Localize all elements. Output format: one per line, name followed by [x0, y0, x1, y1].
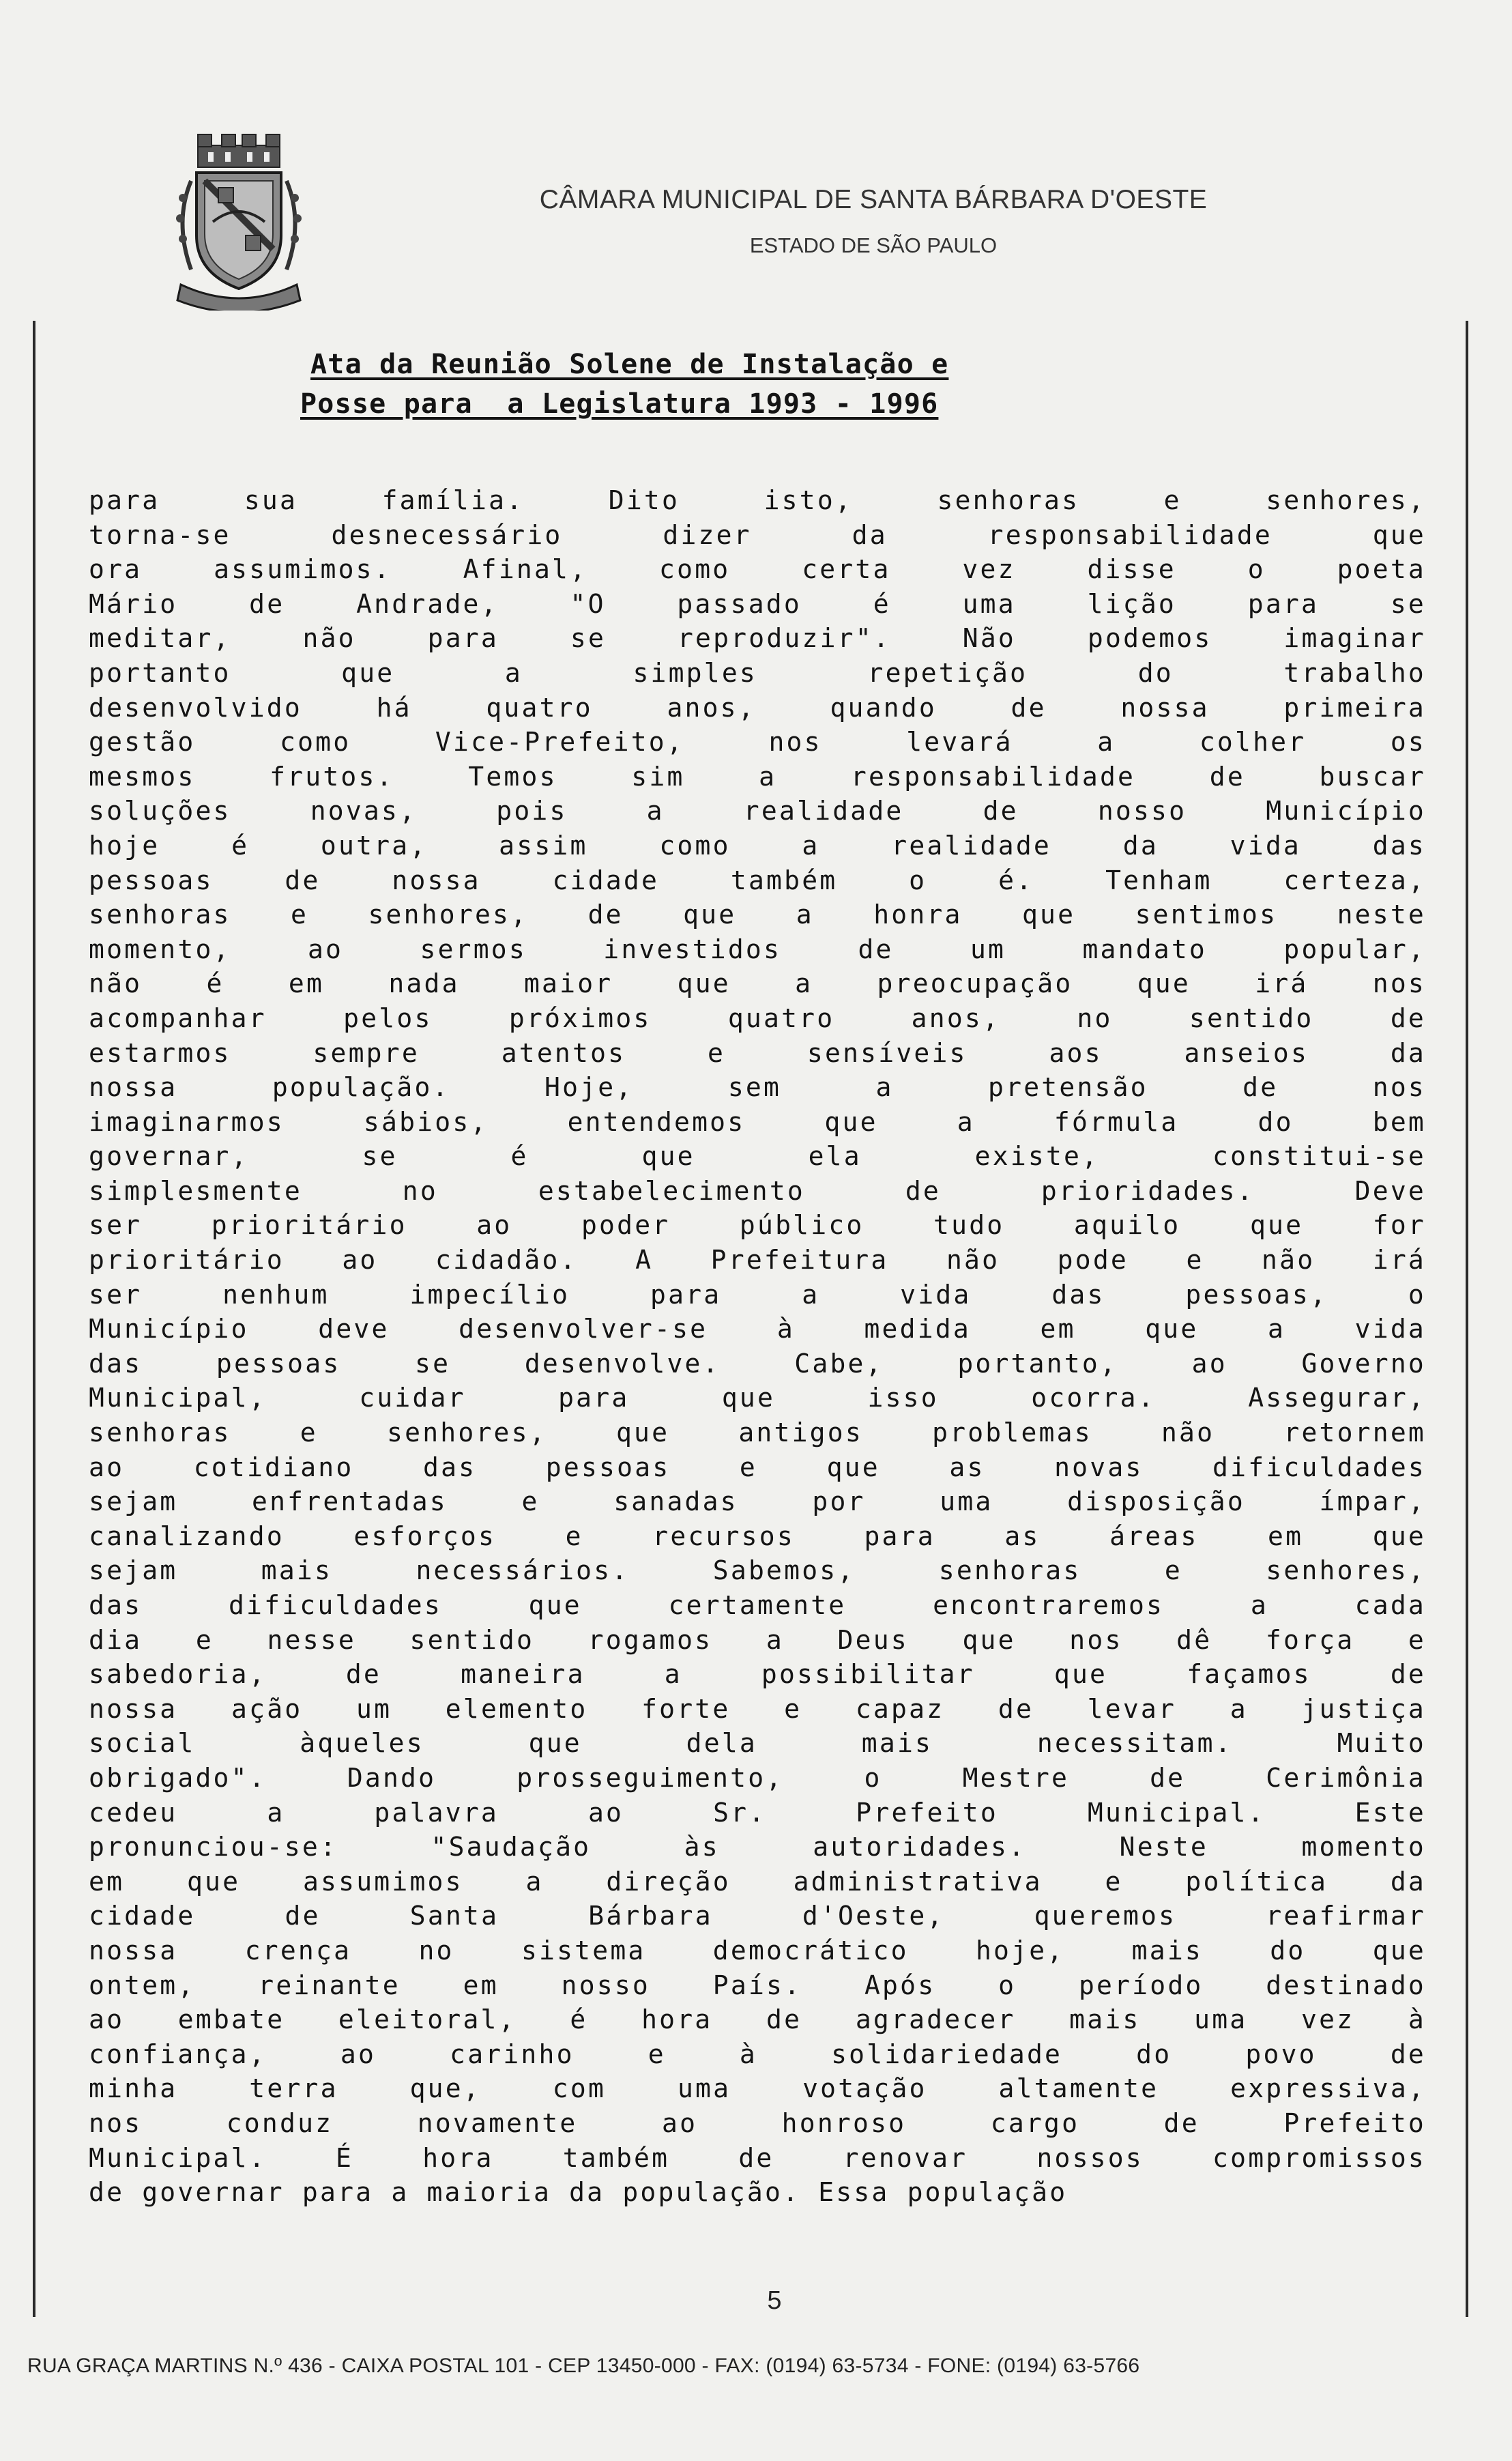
body-line: Municipal, cuidar para que isso ocorra. Assegurar, — [89, 1383, 1426, 1413]
body-line: pronunciou-se: "Saudação às autoridades. Neste momento — [89, 1832, 1426, 1862]
body-line: das dificuldades que certamente encontraremos a cada — [89, 1590, 1426, 1620]
body-line: desenvolvido há quatro anos, quando de nossa primeira — [89, 692, 1426, 723]
body-line: nossa crença no sistema democrático hoje, mais do que — [89, 1935, 1426, 1966]
body-line: nossa população. Hoje, sem a pretensão de nos — [89, 1072, 1426, 1103]
body-line: nossa ação um elemento forte e capaz de levar a justiça — [89, 1693, 1426, 1724]
body-line: pessoas de nossa cidade também o é. Tenham certeza, — [89, 865, 1426, 895]
body-line: obrigado". Dando prosseguimento, o Mestre de Cerimônia — [89, 1762, 1426, 1793]
body-line: gestão como Vice-Prefeito, nos levará a colher os — [89, 727, 1426, 758]
body-line: soluções novas, pois a realidade de nosso Município — [89, 796, 1426, 826]
body-line: ser nenhum impecílio para a vida das pessoas, o — [89, 1279, 1426, 1310]
letterhead — [481, 184, 1266, 258]
body-line: nos conduz novamente ao honroso cargo de Prefeito — [89, 2107, 1426, 2138]
body-line: sejam enfrentadas e sanadas por uma disposição ímpar, — [89, 1486, 1426, 1517]
body-line: momento, ao sermos investidos de um mandato popular, — [89, 934, 1426, 964]
body-line: dia e nesse sentido rogamos a Deus que nos dê força e — [89, 1624, 1426, 1655]
minutes-body — [89, 483, 1426, 2210]
body-line: Município deve desenvolver-se à medida em que a vida — [89, 1314, 1426, 1344]
body-line: simplesmente no estabelecimento de prioridades. Deve — [89, 1175, 1426, 1206]
body-line: senhoras e senhores, que antigos problemas não retornem — [89, 1417, 1426, 1448]
title-line-1: Ata da Reunião Solene de Instalação e — [310, 349, 949, 380]
body-line: minha terra que, com uma votação altamente expressiva, — [89, 2073, 1426, 2104]
body-line: portanto que a simples repetição do trabalho — [89, 657, 1426, 688]
footer-address: RUA GRAÇA MARTINS N.º 436 - CAIXA POSTAL 101 - CEP 13450-000 - FAX: (0194) 63-5734 - FONE: (0194) 63-5766 — [27, 2355, 1140, 2377]
body-line: ao cotidiano das pessoas e que as novas dificuldades — [89, 1452, 1426, 1482]
body-line: prioritário ao cidadão. A Prefeitura não pode e não irá — [89, 1245, 1426, 1276]
document-title — [300, 345, 1215, 424]
body-line: imaginarmos sábios, entendemos que a fórmula do bem — [89, 1106, 1426, 1137]
body-line: Mário de Andrade, "O passado é uma lição para se — [89, 588, 1426, 619]
body-line: mesmos frutos. Temos sim a responsabilidade de buscar — [89, 761, 1426, 792]
body-line: sabedoria, de maneira a possibilitar que façamos de — [89, 1659, 1426, 1690]
body-line: hoje é outra, assim como a realidade da vida das — [89, 830, 1426, 861]
body-line: em que assumimos a direção administrativa e política da — [89, 1866, 1426, 1897]
body-line: acompanhar pelos próximos quatro anos, no sentido de — [89, 1003, 1426, 1033]
body-line: Municipal. É hora também de renovar nossos compromissos — [89, 2142, 1426, 2173]
body-line: estarmos sempre atentos e sensíveis aos anseios da — [89, 1037, 1426, 1068]
right-frame-line — [1466, 321, 1468, 2317]
body-line: ontem, reinante em nosso País. Após o período destinado — [89, 1970, 1426, 2000]
institution-state: ESTADO DE SÃO PAULO — [749, 233, 998, 257]
body-line: ser prioritário ao poder público tudo aquilo que for — [89, 1210, 1426, 1241]
body-line: governar, se é que ela existe, constitui-se — [89, 1141, 1426, 1172]
institution-name: CÂMARA MUNICIPAL DE SANTA BÁRBARA D'OESTE — [539, 185, 1208, 214]
body-line: das pessoas se desenvolve. Cabe, portanto, ao Governo — [89, 1348, 1426, 1379]
body-line: ora assumimos. Afinal, como certa vez disse o poeta — [89, 554, 1426, 585]
title-line-2: Posse para a Legislatura 1993 - 1996 — [300, 388, 939, 420]
left-frame-line — [33, 321, 35, 2317]
body-line: sejam mais necessários. Sabemos, senhoras e senhores, — [89, 1555, 1426, 1586]
body-line: meditar, não para se reproduzir". Não podemos imaginar — [89, 623, 1426, 654]
body-line: senhoras e senhores, de que a honra que sentimos neste — [89, 900, 1426, 930]
body-line: de governar para a maioria da população. Essa população — [89, 2177, 1068, 2208]
body-line: para sua família. Dito isto, senhoras e senhores, — [89, 485, 1426, 515]
body-line: social àqueles que dela mais necessitam. Muito — [89, 1728, 1426, 1759]
body-line: canalizando esforços e recursos para as áreas em que — [89, 1521, 1426, 1551]
body-line: torna-se desnecessário dizer da responsabilidade que — [89, 519, 1426, 550]
body-line: cedeu a palavra ao Sr. Prefeito Municipal. Este — [89, 1797, 1426, 1828]
body-line: cidade de Santa Bárbara d'Oeste, queremos reafirmar — [89, 1901, 1426, 1931]
coat-of-arms-icon — [171, 133, 307, 311]
body-line: ao embate eleitoral, é hora de agradecer mais uma vez à — [89, 2004, 1426, 2035]
body-line: não é em nada maior que a preocupação que irá nos — [89, 968, 1426, 999]
page-number: 5 — [767, 2286, 782, 2315]
body-line: confiança, ao carinho e à solidariedade do povo de — [89, 2039, 1426, 2069]
